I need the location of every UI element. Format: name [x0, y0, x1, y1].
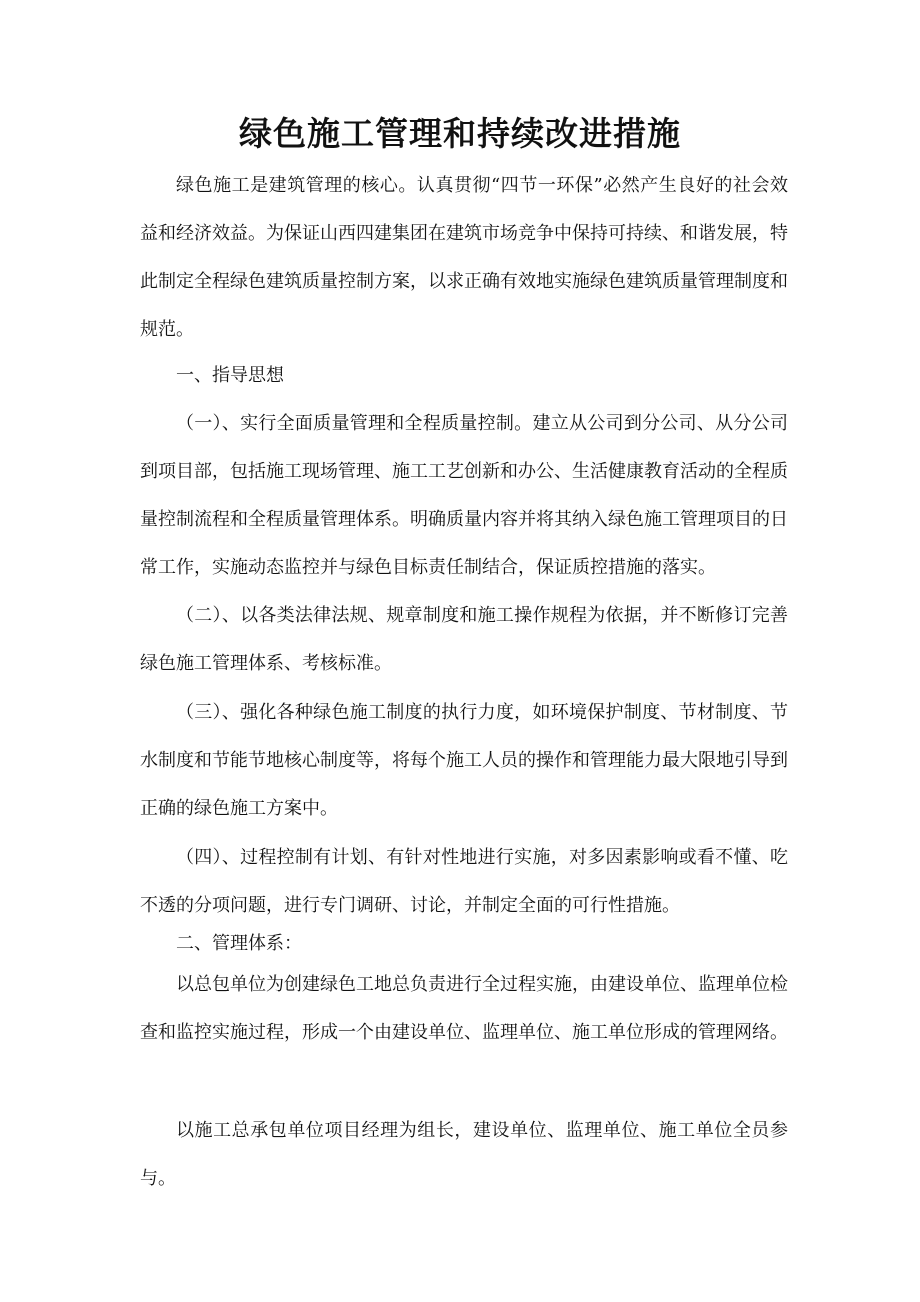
- guiding-item-3: （三）、强化各种绿色施工制度的执行力度，如环境保护制度、节材制度、节水制度和节能节地核心制度等，将每个施工人员的操作和管理能力最大限地引导到正确的绿色施工方案中。: [140, 702, 788, 819]
- intro-paragraph: 绿色施工是建筑管理的核心。认真贯彻“四节一环保”必然产生良好的社会效益和经济效益。为保证山西四建集团在建筑市场竞争中保持可持续、和谐发展，特此制定全程绿色建筑质量控制方案，以求正确有效地实施绿色建筑质量管理制度和规范。: [140, 175, 788, 340]
- section-heading-management-system: 二、管理体系：: [176, 933, 302, 954]
- guiding-item-4: （四）、过程控制有计划、有针对性地进行实施，对多因素影响或看不懂、吃不透的分项问题，进行专门调研、讨论，并制定全面的可行性措施。: [140, 847, 788, 916]
- document-title: 绿色施工管理和持续改进措施: [239, 114, 681, 153]
- section-heading-guiding-ideology: 一、指导思想: [176, 365, 284, 386]
- guiding-item-1: （一）、实行全面质量管理和全程质量控制。建立从公司到分公司、从分公司到项目部，包括施工现场管理、施工工艺创新和办公、生活健康教育活动的全程质量控制流程和全程质量管理体系。明确质量内容并将其纳入绿色施工管理项目的日常工作，实施动态监控并与绿色目标责任制结合，保证质控措施的落实。: [140, 413, 788, 578]
- management-paragraph-1: 以总包单位为创建绿色工地总负责进行全过程实施，由建设单位、监理单位检查和监控实施过程，形成一个由建设单位、监理单位、施工单位形成的管理网络。: [140, 974, 788, 1043]
- management-paragraph-2: 以施工总承包单位项目经理为组长，建设单位、监理单位、施工单位全员参与。: [140, 1120, 788, 1189]
- guiding-item-2: （二）、以各类法律法规、规章制度和施工操作规程为依据，并不断修订完善绿色施工管理体系、考核标准。: [140, 605, 788, 674]
